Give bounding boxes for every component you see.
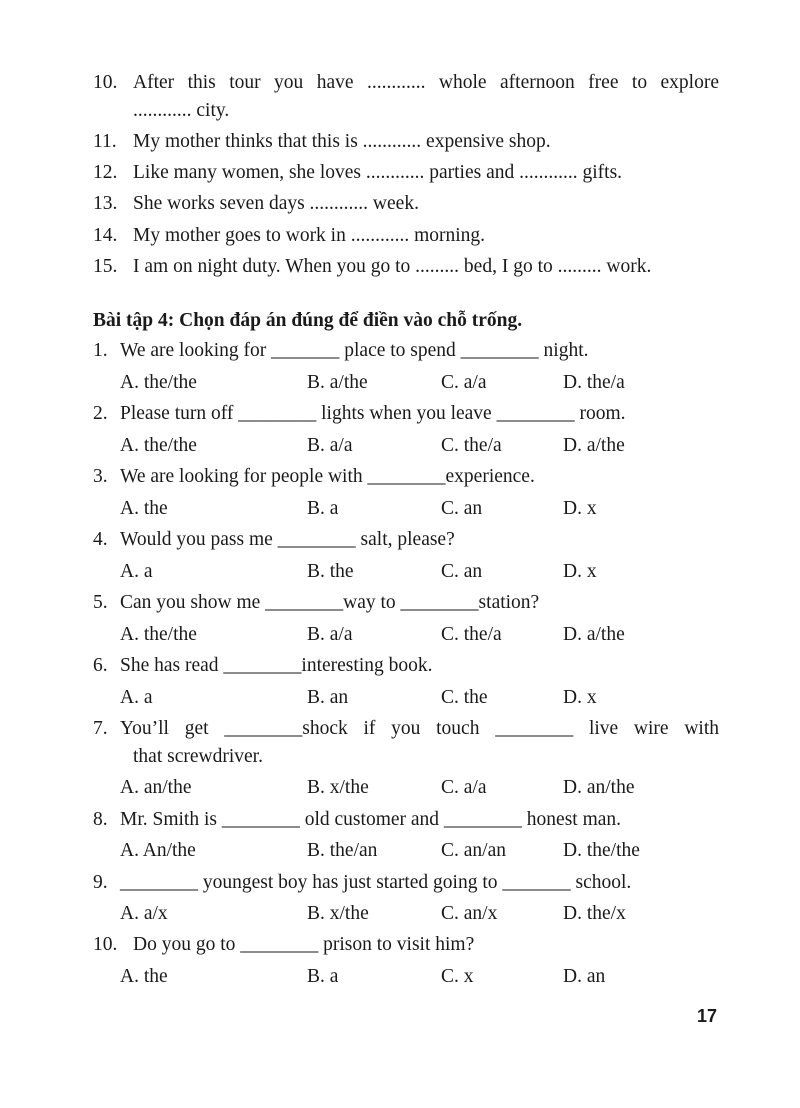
question-number: 9.	[93, 872, 108, 893]
question-text: Please turn off ________ lights when you leave ________ room.	[120, 403, 626, 424]
question-text: ________ youngest boy has just started going to _______ school.	[120, 872, 632, 893]
option-d: D. the/the	[563, 840, 640, 861]
question-number: 7.	[93, 718, 108, 739]
option-b: B. x/the	[307, 903, 369, 924]
option-a: A. the/the	[120, 372, 197, 393]
option-b: B. the/an	[307, 840, 378, 861]
question-text: You’ll get ________shock if you touch ________ live wire with	[120, 718, 719, 739]
option-d: D. a/the	[563, 435, 625, 456]
question-text: Would you pass me ________ salt, please?	[120, 529, 455, 550]
option-a: A. the/the	[120, 435, 197, 456]
question-number: 13.	[93, 193, 118, 214]
option-b: B. x/the	[307, 777, 369, 798]
question-text: My mother goes to work in ............ morning.	[133, 225, 486, 246]
option-d: D. an	[563, 966, 606, 987]
question-number: 15.	[93, 256, 118, 277]
option-b: B. a	[307, 498, 339, 519]
option-a: A. a/x	[120, 903, 168, 924]
option-c: C. the/a	[441, 624, 502, 645]
option-c: C. an	[441, 561, 483, 582]
option-c: C. an	[441, 498, 483, 519]
question-number: 11.	[93, 131, 117, 152]
question-number: 10.	[93, 934, 118, 955]
option-a: A. a	[120, 561, 153, 582]
option-c: C. x	[441, 966, 474, 987]
option-c: C. an/x	[441, 903, 498, 924]
question-number: 14.	[93, 225, 118, 246]
question-text-continued: that screwdriver.	[133, 746, 263, 767]
question-number: 8.	[93, 809, 108, 830]
question-number: 5.	[93, 592, 108, 613]
option-d: D. a/the	[563, 624, 625, 645]
question-number: 10.	[93, 72, 118, 93]
option-b: B. a/the	[307, 372, 368, 393]
option-d: D. an/the	[563, 777, 635, 798]
question-text: She works seven days ............ week.	[133, 193, 419, 214]
question-number: 3.	[93, 466, 108, 487]
option-b: B. a/a	[307, 624, 353, 645]
page-number: 17	[697, 1006, 718, 1026]
question-text: Do you go to ________ prison to visit him?	[133, 934, 475, 955]
option-a: A. the	[120, 966, 168, 987]
option-c: C. the/a	[441, 435, 502, 456]
option-c: C. a/a	[441, 372, 487, 393]
exercise-heading: Bài tập 4: Chọn đáp án đúng để điền vào chỗ trống.	[93, 310, 523, 331]
question-text: After this tour you have ............ whole afternoon free to explore	[133, 72, 719, 93]
question-text: My mother thinks that this is ............ expensive shop.	[133, 131, 551, 152]
option-d: D. the/a	[563, 372, 625, 393]
question-number: 1.	[93, 340, 108, 361]
option-c: C. the	[441, 687, 488, 708]
option-d: D. x	[563, 498, 597, 519]
question-number: 6.	[93, 655, 108, 676]
option-b: B. an	[307, 687, 349, 708]
question-number: 4.	[93, 529, 108, 550]
question-text: She has read ________interesting book.	[120, 655, 433, 676]
question-text: Like many women, she loves ............ parties and ............ gifts.	[133, 162, 623, 183]
option-b: B. the	[307, 561, 354, 582]
option-a: A. a	[120, 687, 153, 708]
option-d: D. x	[563, 561, 597, 582]
question-text: Can you show me ________way to ________station?	[120, 592, 540, 613]
question-text: We are looking for people with ________experience.	[120, 466, 535, 487]
option-a: A. An/the	[120, 840, 196, 861]
question-number: 12.	[93, 162, 118, 183]
option-b: B. a	[307, 966, 339, 987]
question-text: Mr. Smith is ________ old customer and ________ honest man.	[120, 809, 622, 830]
question-text: We are looking for _______ place to spend ________ night.	[120, 340, 589, 361]
option-c: C. a/a	[441, 777, 487, 798]
question-number: 2.	[93, 403, 108, 424]
option-d: D. x	[563, 687, 597, 708]
option-b: B. a/a	[307, 435, 353, 456]
option-c: C. an/an	[441, 840, 506, 861]
option-a: A. the	[120, 498, 168, 519]
option-a: A. an/the	[120, 777, 192, 798]
option-a: A. the/the	[120, 624, 197, 645]
question-text: I am on night duty. When you go to ......... bed, I go to ......... work.	[133, 256, 652, 277]
option-d: D. the/x	[563, 903, 626, 924]
question-text-continued: ............ city.	[133, 100, 230, 121]
